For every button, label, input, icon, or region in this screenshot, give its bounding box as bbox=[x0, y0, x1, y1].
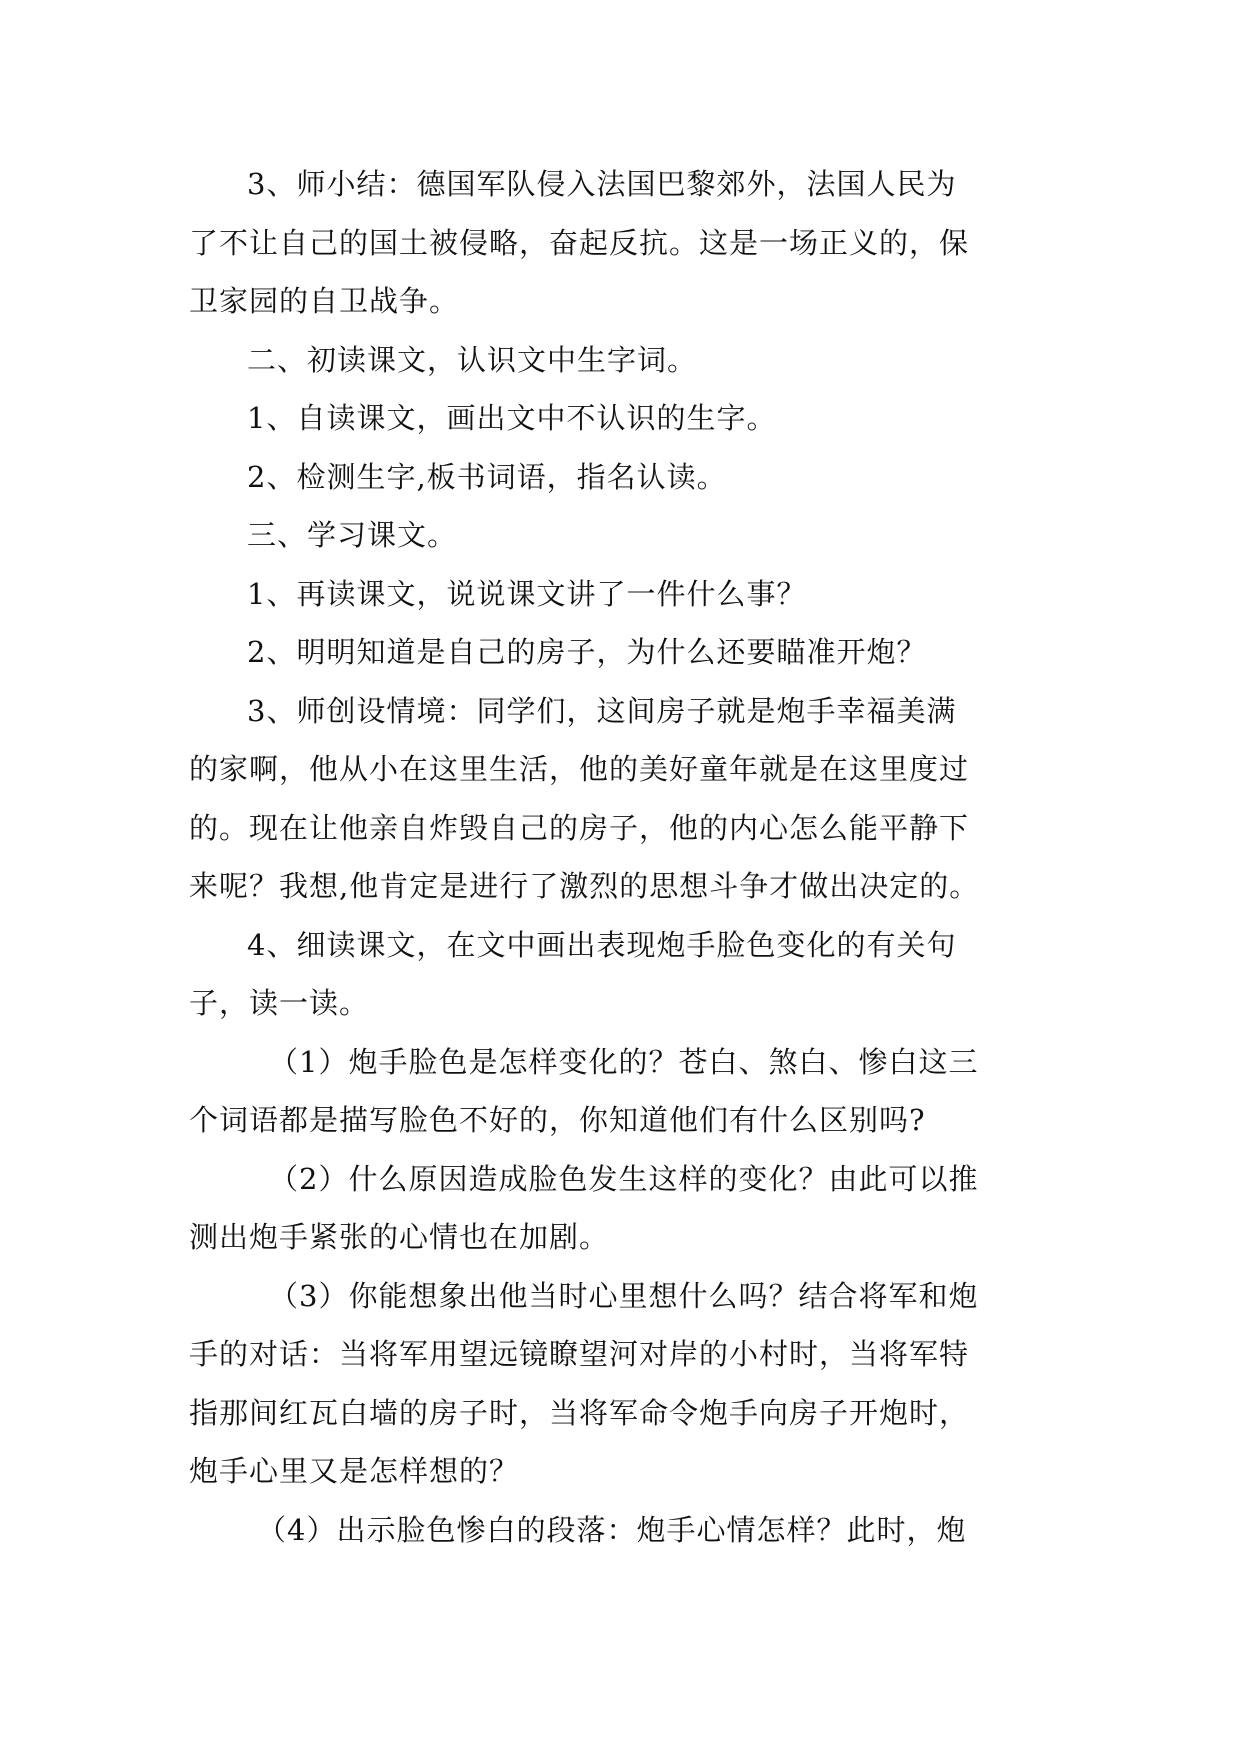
paragraph-line: 的家啊，他从小在这里生活，他的美好童年就是在这里度过 bbox=[189, 752, 970, 786]
body-text bbox=[189, 155, 1059, 1559]
paragraph-line: （1）炮手脸色是怎样变化的？苍白、煞白、惨白这三 bbox=[269, 1044, 979, 1079]
paragraph-line: 炮手心里又是怎样想的？ bbox=[189, 1454, 520, 1488]
paragraph-line: 了不让自己的国土被侵略，奋起反抗。这是一场正义的，保 bbox=[189, 225, 970, 260]
paragraph-line: 卫家园的自卫战争。 bbox=[189, 284, 460, 318]
paragraph-line: 手的对话：当将军用望远镜瞭望河对岸的小村时，当将军特 bbox=[189, 1337, 970, 1371]
paragraph-line: （4）出示脸色惨白的段落：炮手心情怎样？此时，炮 bbox=[257, 1512, 967, 1547]
paragraph-line: 的。现在让他亲自炸毁自己的房子，他的内心怎么能平静下 bbox=[189, 810, 970, 845]
paragraph-line: 个词语都是描写脸色不好的，你知道他们有什么区别吗? bbox=[189, 1103, 926, 1137]
paragraph-line: （2）什么原因造成脸色发生这样的变化？由此可以推 bbox=[269, 1161, 979, 1196]
paragraph-line: （3）你能想象出他当时心里想什么吗？结合将军和炮 bbox=[269, 1278, 979, 1313]
paragraph-line: 4、细读课文，在文中画出表现炮手脸色变化的有关句 bbox=[247, 927, 957, 962]
paragraph-line: 测出炮手紧张的心情也在加剧。 bbox=[189, 1220, 610, 1254]
paragraph-line: 3、师创设情境：同学们，这间房子就是炮手幸福美满 bbox=[247, 693, 957, 728]
paragraph-line: 1、自读课文，画出文中不认识的生字。 bbox=[247, 401, 777, 435]
section-heading: 二、初读课文，认识文中生字词。 bbox=[247, 342, 698, 377]
paragraph-line: 指那间红瓦白墙的房子时，当将军命令炮手向房子开炮时， bbox=[189, 1395, 970, 1430]
paragraph-line: 来呢？我想,他肯定是进行了激烈的思想斗争才做出决定的。 bbox=[189, 869, 980, 903]
paragraph-line: 2、明明知道是自己的房子，为什么还要瞄准开炮？ bbox=[247, 635, 927, 669]
paragraph-line: 1、再读课文，说说课文讲了一件什么事？ bbox=[247, 576, 807, 611]
paragraph-line: 2、检测生字,板书词语，指名认读。 bbox=[247, 459, 727, 494]
paragraph-line: 子，读一读。 bbox=[189, 986, 370, 1020]
paragraph-line: 3、师小结：德国军队侵入法国巴黎郊外，法国人民为 bbox=[247, 167, 957, 201]
section-heading: 三、学习课文。 bbox=[247, 518, 458, 552]
